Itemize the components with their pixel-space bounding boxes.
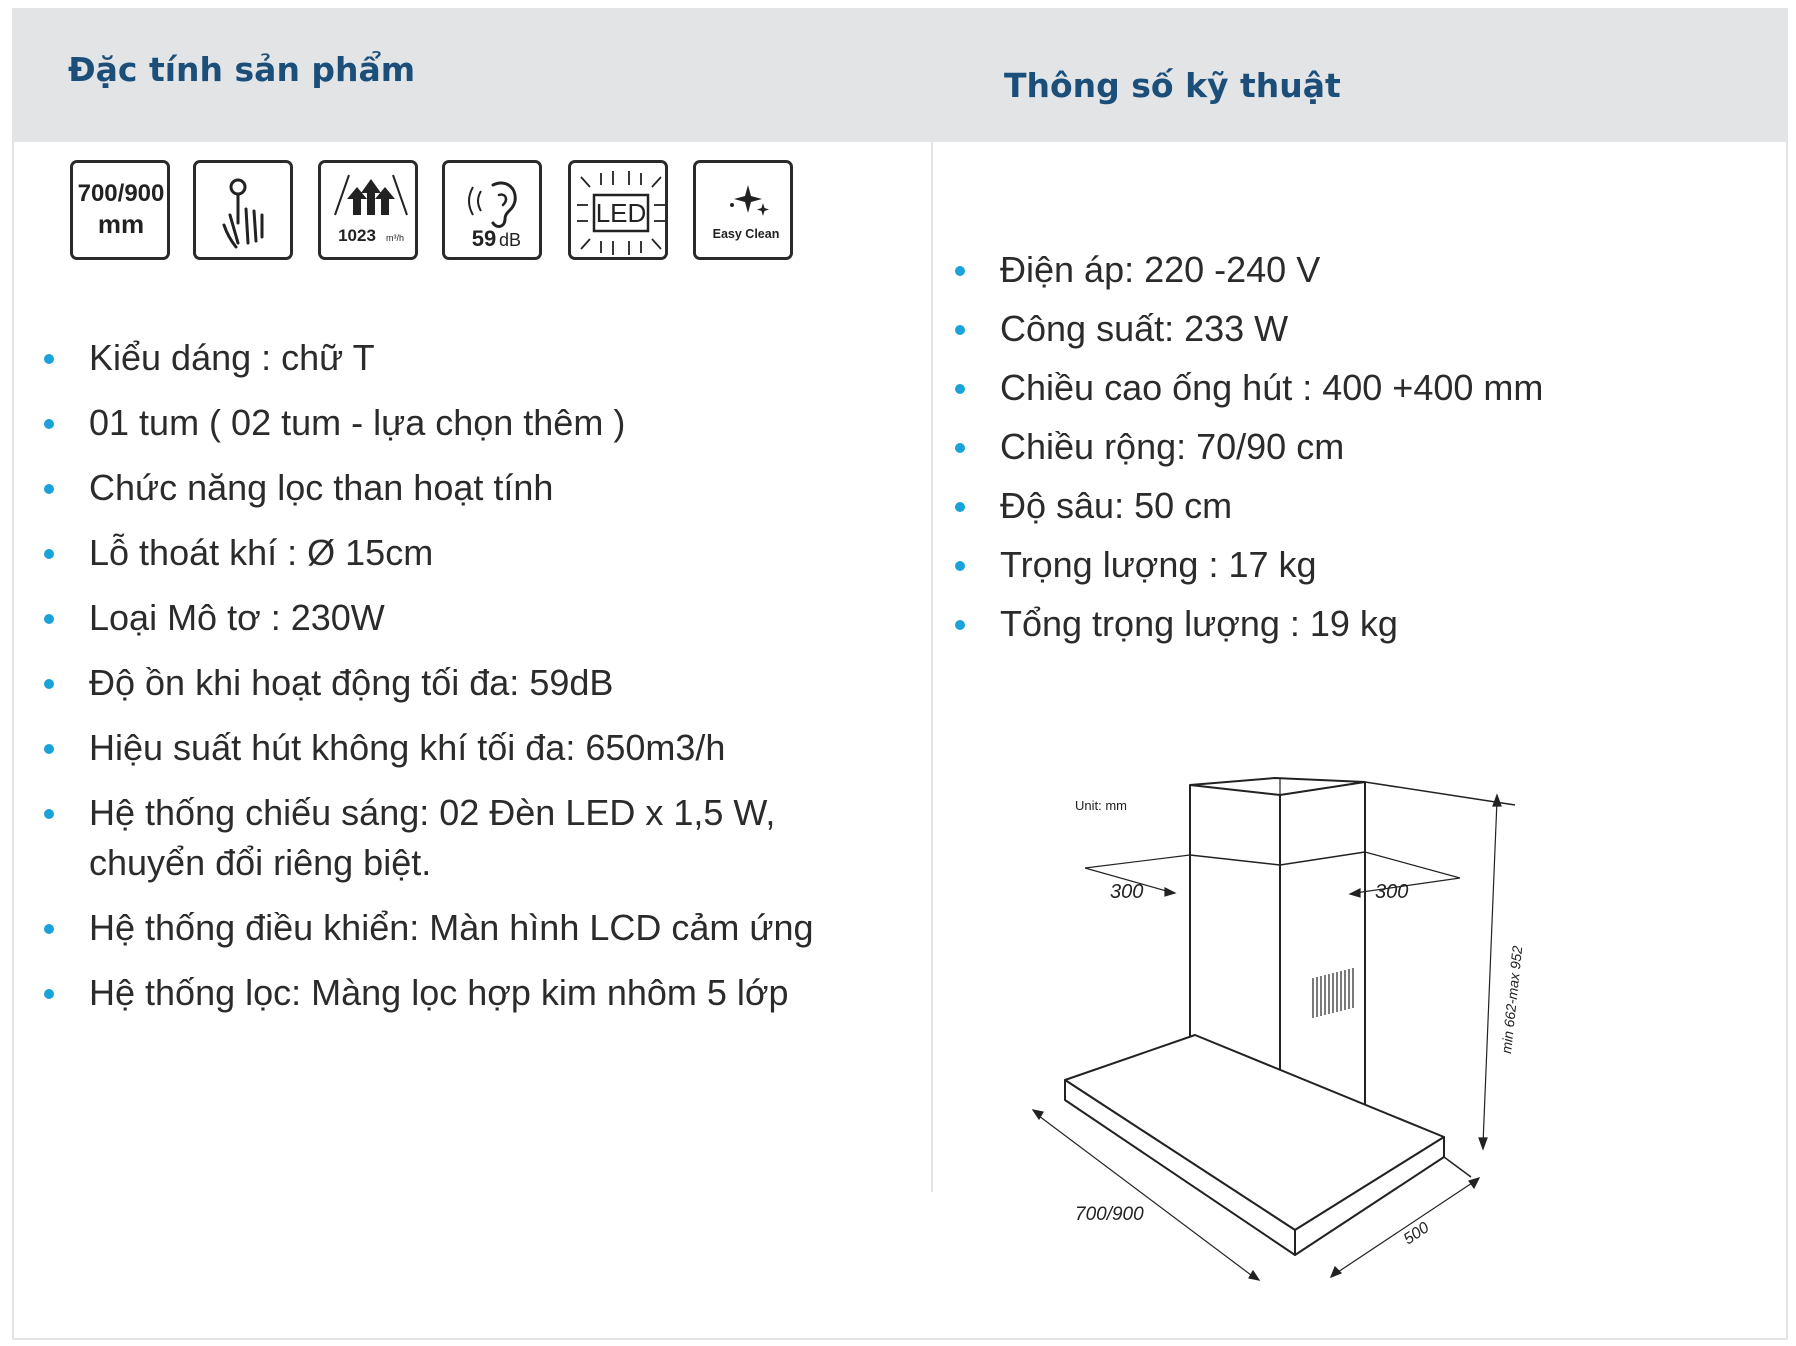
features-title: Đặc tính sản phẩm xyxy=(68,50,416,89)
noise-icon xyxy=(442,160,542,260)
feature-item: Loại Mô tơ : 230W xyxy=(44,593,864,643)
noise-icon-unit: dB xyxy=(498,230,522,250)
column-divider xyxy=(931,142,933,1192)
feature-item: Hệ thống điều khiển: Màn hình LCD cảm ứng xyxy=(44,903,864,953)
spec-item: Trọng lượng : 17 kg xyxy=(955,540,1735,590)
size-icon xyxy=(70,160,170,260)
diagram-unit-label: Unit: mm xyxy=(1075,798,1127,813)
touch-control-icon xyxy=(193,160,293,260)
feature-item-line2: chuyển đổi riêng biệt. xyxy=(89,842,432,883)
spec-item: Công suất: 233 W xyxy=(955,304,1735,354)
noise-icon-value: 59 xyxy=(471,226,497,251)
feature-item xyxy=(44,788,864,888)
airflow-icon xyxy=(318,160,418,260)
diagram-dim-height: min 662-max 952 xyxy=(1498,945,1526,1055)
specs-list xyxy=(955,245,1735,658)
diagram-dim-left: 300 xyxy=(1110,881,1144,903)
airflow-icon-unit: m³/h xyxy=(386,233,404,243)
spec-item: Tổng trọng lượng : 19 kg xyxy=(955,599,1735,649)
diagram-dim-right: 300 xyxy=(1375,881,1409,903)
feature-item: Hệ thống lọc: Màng lọc hợp kim nhôm 5 lớp xyxy=(44,968,864,1018)
spec-item: Chiều rộng: 70/90 cm xyxy=(955,422,1735,472)
easy-clean-icon-label: Easy Clean xyxy=(712,227,780,241)
airflow-icon-value: 1023 xyxy=(338,226,376,245)
feature-item: Lỗ thoát khí : Ø 15cm xyxy=(44,528,864,578)
diagram-dim-width: 700/900 xyxy=(1075,1204,1144,1225)
feature-item-line1: Hệ thống chiếu sáng: 02 Đèn LED x 1,5 W, xyxy=(89,792,776,833)
spec-item: Chiều cao ống hút : 400 +400 mm xyxy=(955,363,1735,413)
feature-item: 01 tum ( 02 tum - lựa chọn thêm ) xyxy=(44,398,864,448)
led-icon xyxy=(568,160,668,260)
feature-item: Kiểu dáng : chữ T xyxy=(44,333,864,383)
size-icon-line2: mm xyxy=(97,209,145,239)
spec-item: Độ sâu: 50 cm xyxy=(955,481,1735,531)
diagram-dim-depth: 500 xyxy=(1400,1219,1433,1249)
features-list xyxy=(44,333,864,1033)
feature-item: Độ ồn khi hoạt động tối đa: 59dB xyxy=(44,658,864,708)
led-icon-label: LED xyxy=(595,198,647,228)
specs-title: Thông số kỹ thuật xyxy=(1004,66,1341,105)
easy-clean-icon xyxy=(693,160,793,260)
spec-item: Điện áp: 220 -240 V xyxy=(955,245,1735,295)
feature-item: Hiệu suất hút không khí tối đa: 650m3/h xyxy=(44,723,864,773)
header-bar xyxy=(14,10,1786,142)
hood-dimension-diagram xyxy=(1015,760,1615,1300)
size-icon-line1: 700/900 xyxy=(77,180,165,207)
feature-item: Chức năng lọc than hoạt tính xyxy=(44,463,864,513)
